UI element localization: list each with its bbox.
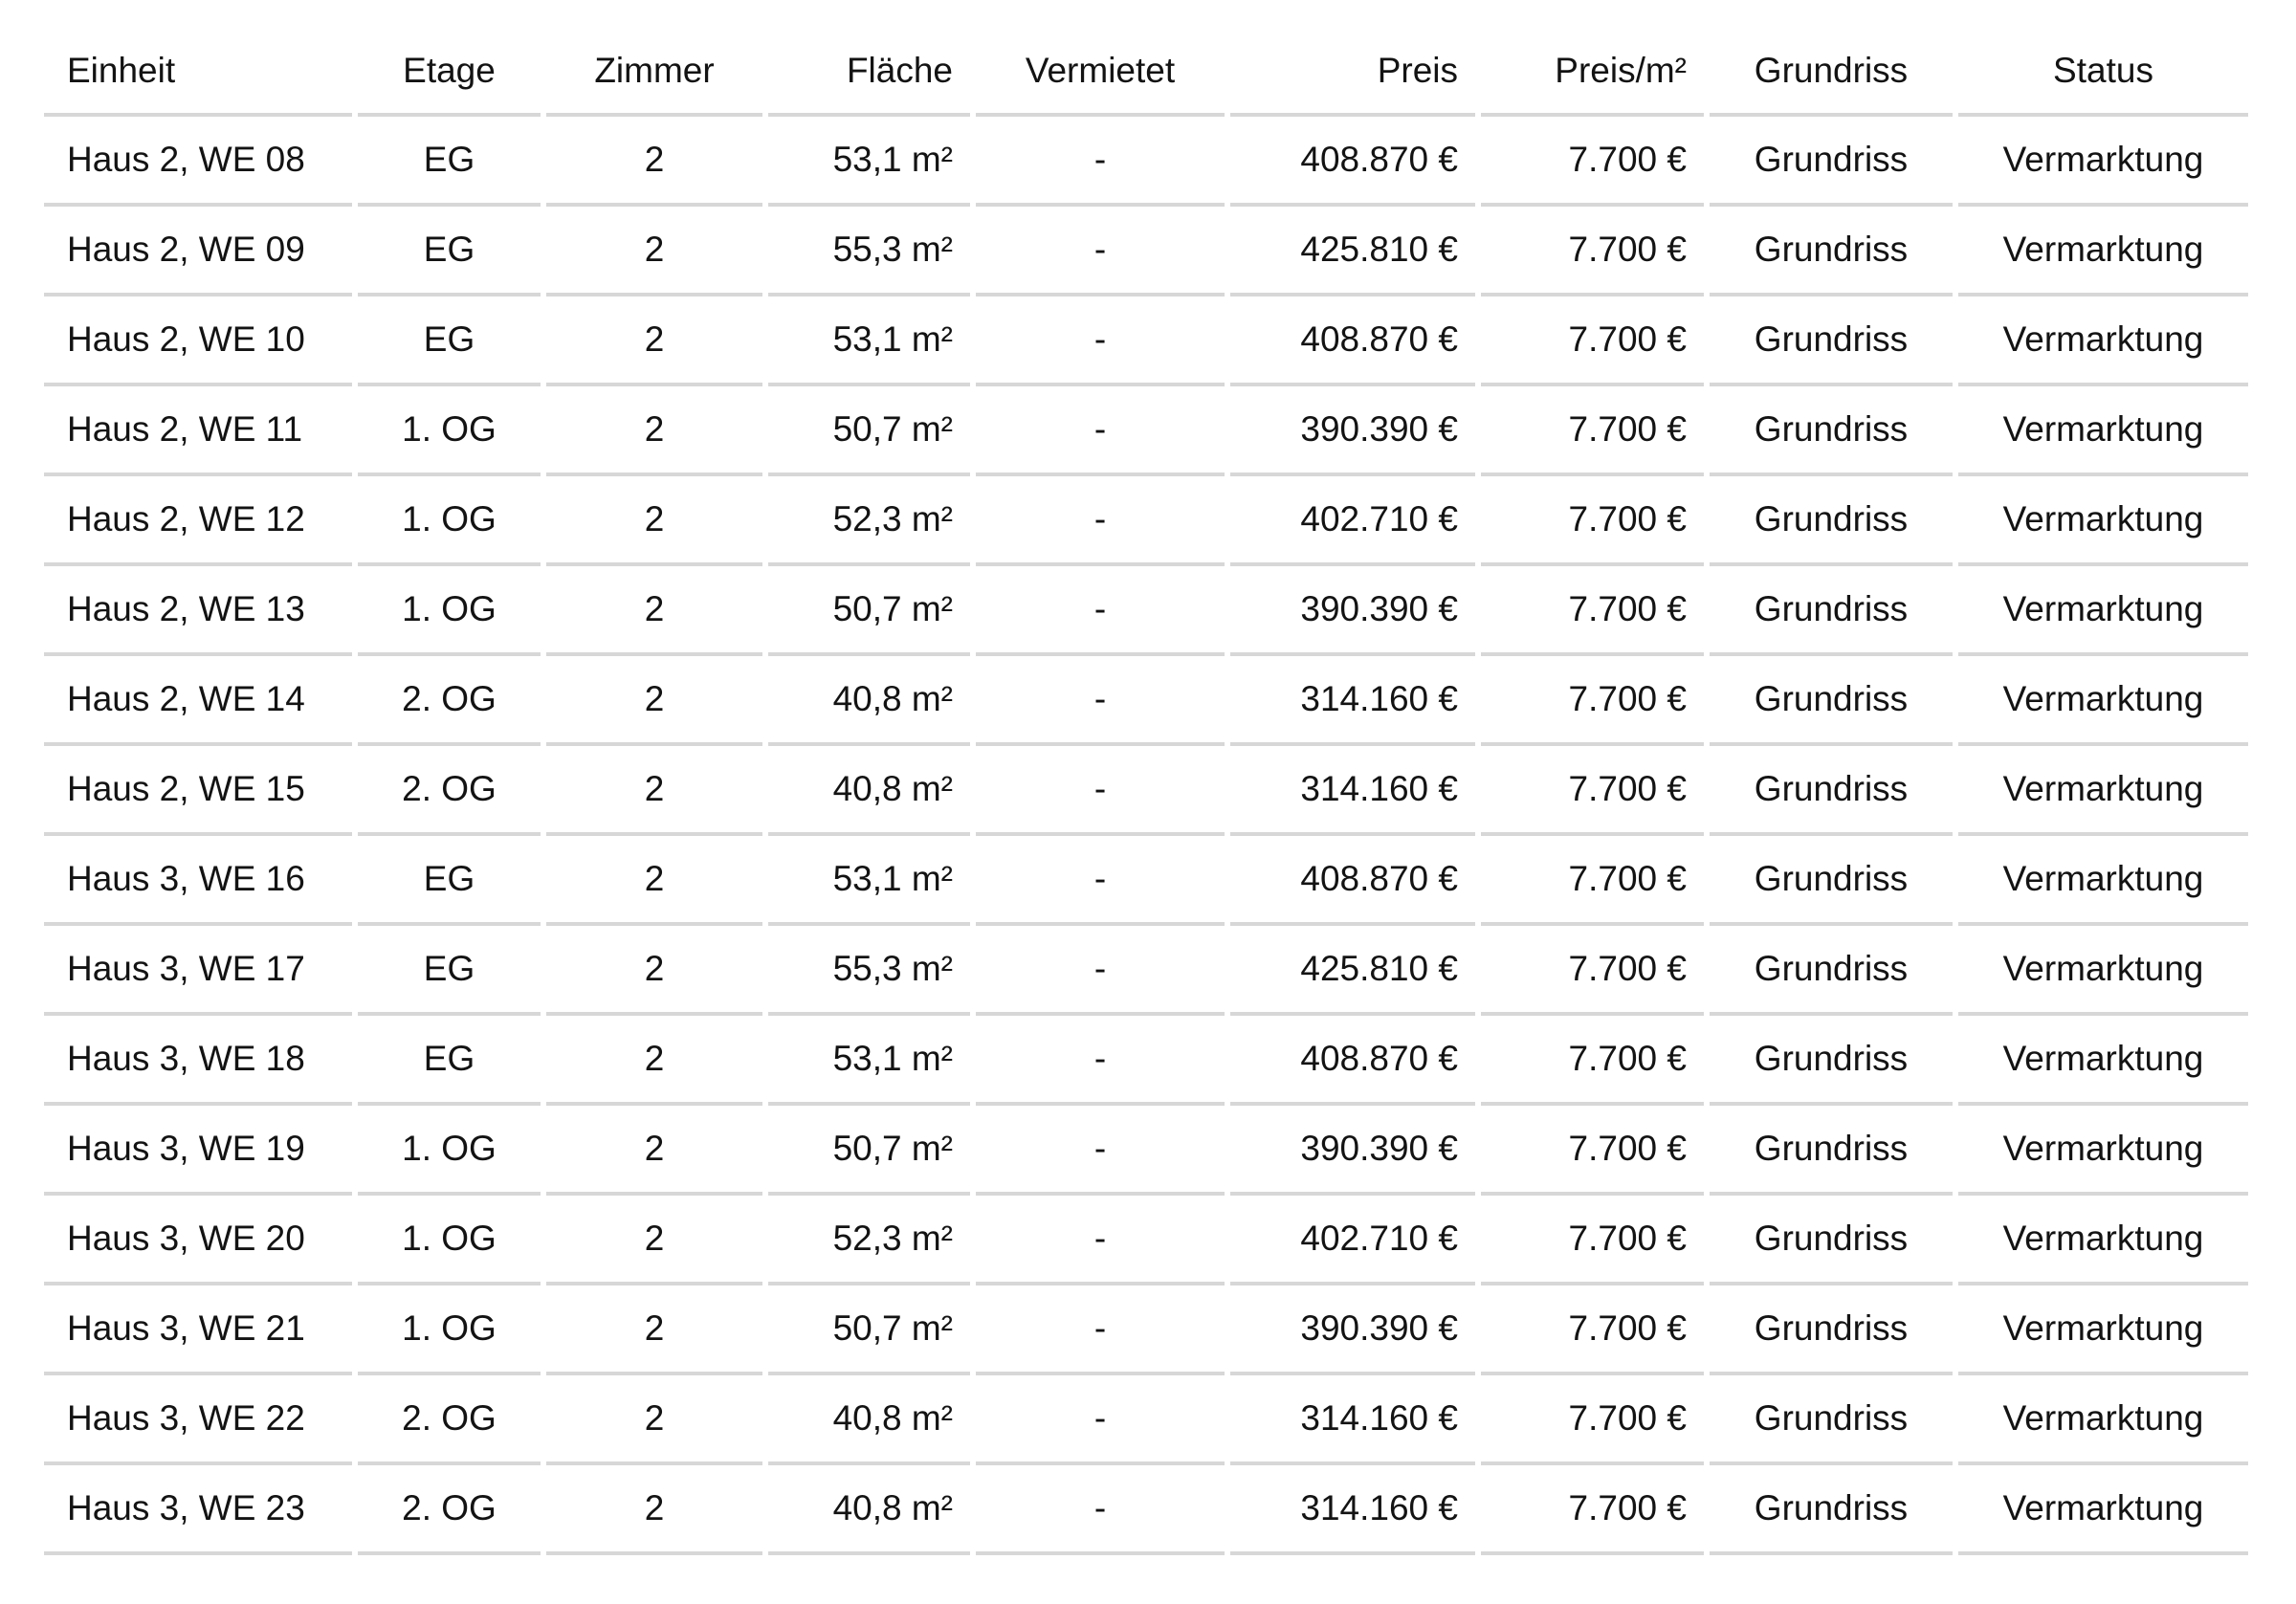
table-row: [44, 1465, 2248, 1555]
cell-zimmer: 2: [546, 117, 762, 207]
cell-preis_qm: 7.700 €: [1481, 746, 1704, 836]
cell-zimmer: 2: [546, 746, 762, 836]
cell-etage: EG: [358, 926, 541, 1016]
cell-etage: 2. OG: [358, 1465, 541, 1555]
cell-preis: 390.390 €: [1230, 1285, 1475, 1375]
cell-etage: EG: [358, 1016, 541, 1106]
cell-vermietet: -: [976, 926, 1225, 1016]
grundriss-link[interactable]: Grundriss: [1754, 859, 1909, 898]
cell-preis: 390.390 €: [1230, 1106, 1475, 1196]
cell-flaeche: 40,8 m²: [768, 746, 970, 836]
cell-grundriss: [1710, 1375, 1953, 1465]
table-row: [44, 1106, 2248, 1196]
cell-etage: 1. OG: [358, 1285, 541, 1375]
table-row: [44, 1285, 2248, 1375]
cell-etage: EG: [358, 836, 541, 926]
cell-preis: 314.160 €: [1230, 1375, 1475, 1465]
column-header-preis: Preis: [1230, 29, 1475, 117]
cell-flaeche: 40,8 m²: [768, 1465, 970, 1555]
cell-preis_qm: 7.700 €: [1481, 1285, 1704, 1375]
cell-grundriss: [1710, 1285, 1953, 1375]
cell-einheit: Haus 2, WE 13: [44, 566, 352, 656]
grundriss-link[interactable]: Grundriss: [1754, 589, 1909, 628]
cell-einheit: Haus 2, WE 08: [44, 117, 352, 207]
cell-zimmer: 2: [546, 207, 762, 297]
cell-vermietet: -: [976, 1285, 1225, 1375]
cell-grundriss: [1710, 926, 1953, 1016]
table-row: [44, 297, 2248, 386]
cell-einheit: Haus 3, WE 18: [44, 1016, 352, 1106]
cell-preis: 314.160 €: [1230, 656, 1475, 746]
column-header-flaeche: Fläche: [768, 29, 970, 117]
cell-status: Vermarktung: [1958, 1106, 2248, 1196]
cell-vermietet: -: [976, 476, 1225, 566]
grundriss-link[interactable]: Grundriss: [1754, 499, 1909, 538]
table-row: [44, 386, 2248, 476]
cell-grundriss: [1710, 476, 1953, 566]
table-row: [44, 1196, 2248, 1285]
grundriss-link[interactable]: Grundriss: [1754, 1129, 1909, 1168]
cell-flaeche: 52,3 m²: [768, 476, 970, 566]
table-row: [44, 566, 2248, 656]
cell-preis: 408.870 €: [1230, 297, 1475, 386]
cell-zimmer: 2: [546, 566, 762, 656]
cell-etage: 1. OG: [358, 476, 541, 566]
cell-zimmer: 2: [546, 1106, 762, 1196]
cell-einheit: Haus 3, WE 17: [44, 926, 352, 1016]
cell-grundriss: [1710, 1465, 1953, 1555]
cell-status: Vermarktung: [1958, 926, 2248, 1016]
cell-preis: 402.710 €: [1230, 476, 1475, 566]
cell-status: Vermarktung: [1958, 297, 2248, 386]
cell-flaeche: 53,1 m²: [768, 297, 970, 386]
grundriss-link[interactable]: Grundriss: [1754, 230, 1909, 269]
grundriss-link[interactable]: Grundriss: [1754, 140, 1909, 179]
cell-vermietet: -: [976, 656, 1225, 746]
cell-preis: 425.810 €: [1230, 207, 1475, 297]
cell-grundriss: [1710, 746, 1953, 836]
cell-zimmer: 2: [546, 1016, 762, 1106]
cell-preis_qm: 7.700 €: [1481, 297, 1704, 386]
cell-einheit: Haus 3, WE 23: [44, 1465, 352, 1555]
grundriss-link[interactable]: Grundriss: [1754, 409, 1909, 449]
table-row: [44, 656, 2248, 746]
cell-vermietet: -: [976, 207, 1225, 297]
cell-status: Vermarktung: [1958, 656, 2248, 746]
cell-einheit: Haus 2, WE 14: [44, 656, 352, 746]
cell-grundriss: [1710, 656, 1953, 746]
header-row: [44, 29, 2248, 117]
cell-preis_qm: 7.700 €: [1481, 1196, 1704, 1285]
cell-einheit: Haus 2, WE 15: [44, 746, 352, 836]
cell-grundriss: [1710, 566, 1953, 656]
cell-zimmer: 2: [546, 297, 762, 386]
column-header-status: Status: [1958, 29, 2248, 117]
cell-preis_qm: 7.700 €: [1481, 836, 1704, 926]
column-header-zimmer: Zimmer: [546, 29, 762, 117]
cell-flaeche: 53,1 m²: [768, 117, 970, 207]
cell-vermietet: -: [976, 117, 1225, 207]
cell-status: Vermarktung: [1958, 566, 2248, 656]
cell-preis_qm: 7.700 €: [1481, 386, 1704, 476]
cell-etage: 1. OG: [358, 566, 541, 656]
cell-vermietet: -: [976, 746, 1225, 836]
cell-status: Vermarktung: [1958, 1196, 2248, 1285]
cell-einheit: Haus 3, WE 22: [44, 1375, 352, 1465]
cell-status: Vermarktung: [1958, 1465, 2248, 1555]
grundriss-link[interactable]: Grundriss: [1754, 1488, 1909, 1527]
cell-zimmer: 2: [546, 476, 762, 566]
cell-etage: 2. OG: [358, 746, 541, 836]
cell-etage: 2. OG: [358, 656, 541, 746]
cell-preis_qm: 7.700 €: [1481, 117, 1704, 207]
cell-grundriss: [1710, 297, 1953, 386]
column-header-etage: Etage: [358, 29, 541, 117]
cell-status: Vermarktung: [1958, 386, 2248, 476]
cell-flaeche: 50,7 m²: [768, 386, 970, 476]
cell-flaeche: 50,7 m²: [768, 566, 970, 656]
cell-preis_qm: 7.700 €: [1481, 476, 1704, 566]
cell-preis: 314.160 €: [1230, 1465, 1475, 1555]
cell-einheit: Haus 2, WE 10: [44, 297, 352, 386]
cell-grundriss: [1710, 1196, 1953, 1285]
grundriss-link[interactable]: Grundriss: [1754, 1219, 1909, 1258]
cell-status: Vermarktung: [1958, 476, 2248, 566]
table-row: [44, 476, 2248, 566]
cell-einheit: Haus 3, WE 16: [44, 836, 352, 926]
cell-grundriss: [1710, 207, 1953, 297]
cell-etage: 1. OG: [358, 386, 541, 476]
cell-grundriss: [1710, 1016, 1953, 1106]
units-table: [38, 29, 2254, 1555]
grundriss-link[interactable]: Grundriss: [1754, 1398, 1909, 1438]
cell-grundriss: [1710, 836, 1953, 926]
table-row: [44, 1375, 2248, 1465]
grundriss-link[interactable]: Grundriss: [1754, 679, 1909, 718]
cell-etage: EG: [358, 207, 541, 297]
cell-preis_qm: 7.700 €: [1481, 1016, 1704, 1106]
column-header-einheit: Einheit: [44, 29, 352, 117]
column-header-preis_qm: Preis/m²: [1481, 29, 1704, 117]
cell-grundriss: [1710, 1106, 1953, 1196]
table-header: [44, 29, 2248, 117]
cell-etage: 1. OG: [358, 1196, 541, 1285]
cell-vermietet: -: [976, 1016, 1225, 1106]
cell-status: Vermarktung: [1958, 1016, 2248, 1106]
cell-preis_qm: 7.700 €: [1481, 207, 1704, 297]
cell-einheit: Haus 3, WE 21: [44, 1285, 352, 1375]
grundriss-link[interactable]: Grundriss: [1754, 1039, 1909, 1078]
cell-flaeche: 55,3 m²: [768, 926, 970, 1016]
cell-preis: 408.870 €: [1230, 836, 1475, 926]
cell-vermietet: -: [976, 1465, 1225, 1555]
cell-einheit: Haus 3, WE 19: [44, 1106, 352, 1196]
cell-status: Vermarktung: [1958, 1285, 2248, 1375]
cell-preis_qm: 7.700 €: [1481, 1375, 1704, 1465]
cell-flaeche: 55,3 m²: [768, 207, 970, 297]
cell-preis_qm: 7.700 €: [1481, 1106, 1704, 1196]
cell-status: Vermarktung: [1958, 207, 2248, 297]
column-header-grundriss: Grundriss: [1710, 29, 1953, 117]
table-row: [44, 836, 2248, 926]
cell-flaeche: 50,7 m²: [768, 1106, 970, 1196]
cell-vermietet: -: [976, 836, 1225, 926]
cell-grundriss: [1710, 386, 1953, 476]
cell-flaeche: 40,8 m²: [768, 656, 970, 746]
table-row: [44, 926, 2248, 1016]
cell-etage: 2. OG: [358, 1375, 541, 1465]
cell-zimmer: 2: [546, 836, 762, 926]
table-body: [44, 117, 2248, 1555]
cell-zimmer: 2: [546, 1375, 762, 1465]
cell-einheit: Haus 3, WE 20: [44, 1196, 352, 1285]
cell-vermietet: -: [976, 297, 1225, 386]
table-row: [44, 746, 2248, 836]
cell-preis_qm: 7.700 €: [1481, 926, 1704, 1016]
cell-zimmer: 2: [546, 1285, 762, 1375]
cell-flaeche: 40,8 m²: [768, 1375, 970, 1465]
cell-etage: EG: [358, 117, 541, 207]
cell-preis: 390.390 €: [1230, 386, 1475, 476]
cell-status: Vermarktung: [1958, 836, 2248, 926]
cell-flaeche: 53,1 m²: [768, 1016, 970, 1106]
cell-flaeche: 53,1 m²: [768, 836, 970, 926]
cell-zimmer: 2: [546, 1196, 762, 1285]
cell-preis: 390.390 €: [1230, 566, 1475, 656]
grundriss-link[interactable]: Grundriss: [1754, 1308, 1909, 1348]
cell-preis_qm: 7.700 €: [1481, 566, 1704, 656]
cell-preis: 402.710 €: [1230, 1196, 1475, 1285]
cell-grundriss: [1710, 117, 1953, 207]
table-row: [44, 117, 2248, 207]
cell-einheit: Haus 2, WE 11: [44, 386, 352, 476]
cell-preis: 408.870 €: [1230, 117, 1475, 207]
cell-etage: EG: [358, 297, 541, 386]
cell-vermietet: -: [976, 1375, 1225, 1465]
cell-zimmer: 2: [546, 926, 762, 1016]
cell-vermietet: -: [976, 1106, 1225, 1196]
cell-etage: 1. OG: [358, 1106, 541, 1196]
cell-preis: 408.870 €: [1230, 1016, 1475, 1106]
column-header-vermietet: Vermietet: [976, 29, 1225, 117]
table-row: [44, 207, 2248, 297]
grundriss-link[interactable]: Grundriss: [1754, 769, 1909, 808]
cell-zimmer: 2: [546, 386, 762, 476]
cell-flaeche: 50,7 m²: [768, 1285, 970, 1375]
cell-vermietet: -: [976, 1196, 1225, 1285]
grundriss-link[interactable]: Grundriss: [1754, 949, 1909, 988]
cell-einheit: Haus 2, WE 09: [44, 207, 352, 297]
cell-zimmer: 2: [546, 1465, 762, 1555]
cell-vermietet: -: [976, 386, 1225, 476]
cell-status: Vermarktung: [1958, 1375, 2248, 1465]
cell-status: Vermarktung: [1958, 746, 2248, 836]
cell-preis: 425.810 €: [1230, 926, 1475, 1016]
grundriss-link[interactable]: Grundriss: [1754, 319, 1909, 359]
cell-einheit: Haus 2, WE 12: [44, 476, 352, 566]
cell-preis_qm: 7.700 €: [1481, 656, 1704, 746]
cell-preis: 314.160 €: [1230, 746, 1475, 836]
cell-zimmer: 2: [546, 656, 762, 746]
cell-preis_qm: 7.700 €: [1481, 1465, 1704, 1555]
cell-status: Vermarktung: [1958, 117, 2248, 207]
cell-flaeche: 52,3 m²: [768, 1196, 970, 1285]
cell-vermietet: -: [976, 566, 1225, 656]
table-row: [44, 1016, 2248, 1106]
